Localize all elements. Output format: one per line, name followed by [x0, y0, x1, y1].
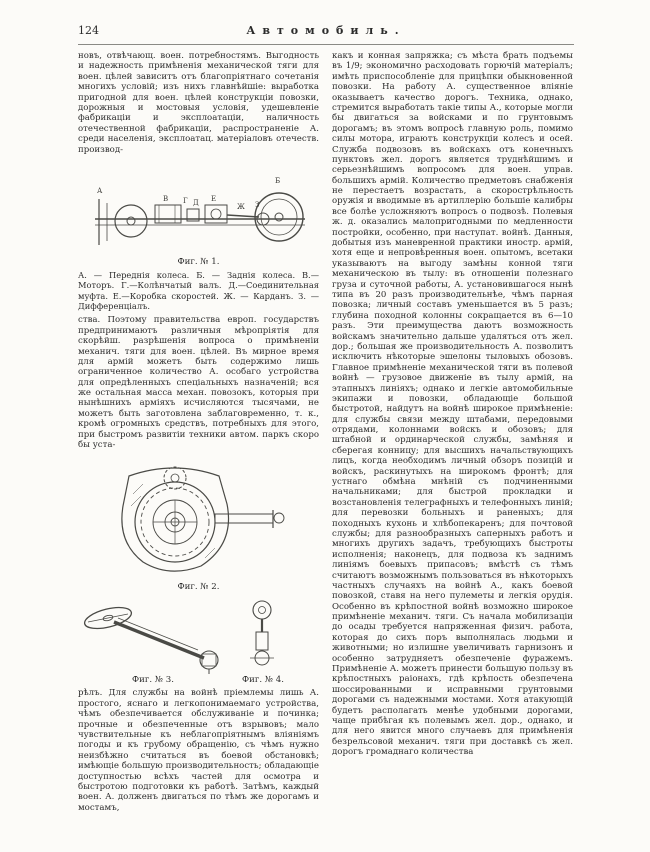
svg-text:Е: Е: [210, 194, 216, 203]
fig2-label: Фиг. № 2.: [177, 582, 220, 593]
fig2-gearbox-drawing: [109, 454, 289, 580]
svg-text:Г: Г: [182, 196, 188, 205]
svg-text:А: А: [96, 186, 102, 195]
page-title: Автомобиль.: [246, 24, 406, 37]
page-header: [78, 24, 574, 40]
left-paragraph-bottom: рѣлъ. Для службы на войнѣ пріемлемы лишь А. простого, яснаго и легкопонимаемаго устройства, чѣмъ обезпечивается обслуживаніе и починка; прочные и обезпеченные отъ взрывовъ; мало чувствительные къ неблагопріятнымъ вліяніямъ погоды и къ грубому обращенію, съ чѣмъ нужно неизбѣжно считаться въ боевой обстановкѣ; имѣющіе большую производительность; обладающіе доступностью всѣхъ частей для осмотра и быстротою подготовки къ работѣ. Затѣмъ, каждый воен. А. долженъ двигаться по тѣмъ же дорогамъ и мостамъ,: [78, 688, 319, 813]
figure-2: [78, 454, 319, 580]
svg-text:Б: Б: [274, 176, 280, 185]
page-number: 124: [78, 24, 99, 37]
svg-text:З: З: [254, 200, 259, 209]
header-rule: [78, 44, 574, 45]
fig1-chassis-drawing: [83, 159, 315, 255]
two-column-text: [78, 51, 574, 815]
figure-3: [78, 596, 228, 688]
svg-text:Д: Д: [192, 198, 199, 207]
left-column: [78, 51, 319, 815]
left-paragraph-top: новъ, отвѣчающ. воен. потребностямъ. Выгодность и надежность примѣненія механической тяги для воен. цѣлей зависитъ отъ благопріятнаго сочетанія многихъ условій; изъ нихъ главнѣйшіе: выработка пригодной для воен. цѣлей конструкціи повозки, дорожныя и мостовыя условія, удешевленіе фабрикаціи и эксплоатаціи, наличность отечественной фабрикаціи, распространеніе А. среди населенія, эксплоатац. матеріаловъ отечеств. производ-: [78, 51, 319, 155]
fig3-label: Фиг. № 3.: [132, 675, 174, 686]
right-column: [332, 51, 573, 815]
svg-text:Ж: Ж: [236, 202, 245, 211]
fig4-part-drawing: [232, 596, 294, 674]
svg-text:В: В: [162, 194, 168, 203]
left-paragraph-mid: ства. Поэтому правительства европ. государствъ предпринимаютъ различныя мѣропріятія для скорѣйш. разрѣшенія вопроса о примѣненіи механич. тяги для воен. цѣлей. Въ мирное время для армій можетъ быть содержимо лишь ограниченное количество А. особаго устройства для опредѣленныхъ спеціальныхъ назначеній; вся же остальная масса механ. повозокъ, которыя при нынѣшнихъ арміяхъ исчисляются тысячами, не можетъ быть заготовлена заблаговременно, т. к., кромѣ огромныхъ средствъ, потребныхъ для этого, при быстромъ развитіи техники автом. паркъ скоро бы уста-: [78, 315, 319, 451]
fig3-steering-drawing: [78, 596, 228, 674]
figure-3-4-row: [78, 596, 319, 688]
fig4-label: Фиг. № 4.: [242, 675, 284, 686]
fig1-caption: А. — Переднія колеса. Б. — Заднія колеса. В.—Моторъ. Г.—Колѣнчатый валъ. Д.—Соединительная муфта. Е.—Коробка скоростей. Ж. — Карданъ. З. — Дифференціалъ.: [78, 269, 319, 311]
figure-4: [232, 596, 294, 688]
figure-1: [78, 159, 319, 255]
right-paragraph: какъ и конная запряжка; съ мѣста брать подъемы въ 1/9; экономично расходовать горючій матеріалъ; имѣть приспособленіе для прицѣпки обыкновенной повозки. На работу А. существенное вліяніе оказываетъ качество дорогъ. Техника, однако, стремится выработать такіе типы А., которые могли бы двигаться за войсками и по грунтовымъ дорогамъ; въ этомъ вопросѣ главную роль, помимо силы мотора, играютъ конструкціи колесъ и осей. Служба подвозовъ въ войскахъ отъ конечныхъ пунктовъ жел. дорогъ является труднѣйшимъ и серьезнѣйшимъ вопросомъ для воен. управ. большихъ армій. Количество предметовъ снабженія не перестаетъ возрастать, а скорострѣльность оружія и вводимые въ артиллерію большіе калибры все болѣе усложняютъ вопросъ о подвозѣ. Полевыя ж. д. оказались малопригодными по медленности постройки, особенно, при наступат. войнѣ. Данныя, добытыя изъ маневренной практики иностр. армій, хотя еще и непровѣренныя воен. опытомъ, всетаки указываютъ на выгоду замѣны конной тяги механическою въ тылу: въ отношеніи полезнаго груза и суточной работы, А. установившагося нынѣ типа въ 20 разъ производительнѣе, чѣмъ парная повозка; личный составъ уменьшается въ 5 разъ; глубина походной колонны сокращается въ 6—10 разъ. Эти преимущества даютъ возможность войскамъ значительно дальше удаляться отъ жел. дор.; большая же производительность А. позволитъ исключить нѣкоторые эшелоны тыловыхъ обозовъ. Главное примѣненіе механической тяги въ полевой войнѣ — грузовое движеніе въ тылу армій, на этапныхъ линіяхъ; однако и легкіе автомобильные экипажи и повозки, обладающіе большой быстротой, найдутъ на войнѣ широкое примѣненіе: для службы связи между штабами, передовыми отрядами, колоннами войскъ и обозовъ; для штабной и ординарческой службы, замѣняя и сберегая конницу; для высшихъ начальствующихъ лицъ, когда необходимъ личный обзоръ позицій и войскъ, раскинутыхъ на широкомъ фронтѣ; для устнаго обмѣна мнѣній съ подчиненными начальниками; для быстрой прокладки и возстановленія телеграфныхъ и телефонныхъ линій; для перевозки больныхъ и раненыхъ; для походныхъ кухонь и хлѣбопекаренъ; для почтовой службы; для разнообразныхъ саперныхъ работъ и многихъ другихъ задачъ, требующихъ быстроты исполненія; наконецъ, для подвоза къ заднимъ линіямъ боевыхъ припасовъ; вмѣстѣ съ тѣмъ считаютъ возможнымъ пользоваться въ нѣкоторыхъ частныхъ случаяхъ на войнѣ А., какъ боевой повозкой, ставя на него пулеметы и легкія орудія. Особенно въ крѣпостной войнѣ возможно широкое примѣненіе механич. тяги. Съ начала мобилизаціи до осады требуется напряженная физич. работа, которая до сихъ поръ выполнялась людьми и животными; но излишне увеличивать гарнизонъ и особенно затрудняетъ обезпеченіе фуражемъ. Примѣненіе А. можетъ принести большую пользу въ крѣпостныхъ раіонахъ, гдѣ крѣпость обезпечена шоссированными и исправными грунтовыми дорогами съ надежными мостами. Хотя атакующій будетъ располагать менѣе удобными дорогами, чаще прибѣгая къ полевымъ жел. дор., однако, и для него явится много случаевъ для примѣненія безрельсовой механич. тяги при доставкѣ съ жел. дорогъ громаднаго количества: [332, 51, 573, 758]
fig1-label: Фиг. № 1.: [177, 256, 220, 267]
